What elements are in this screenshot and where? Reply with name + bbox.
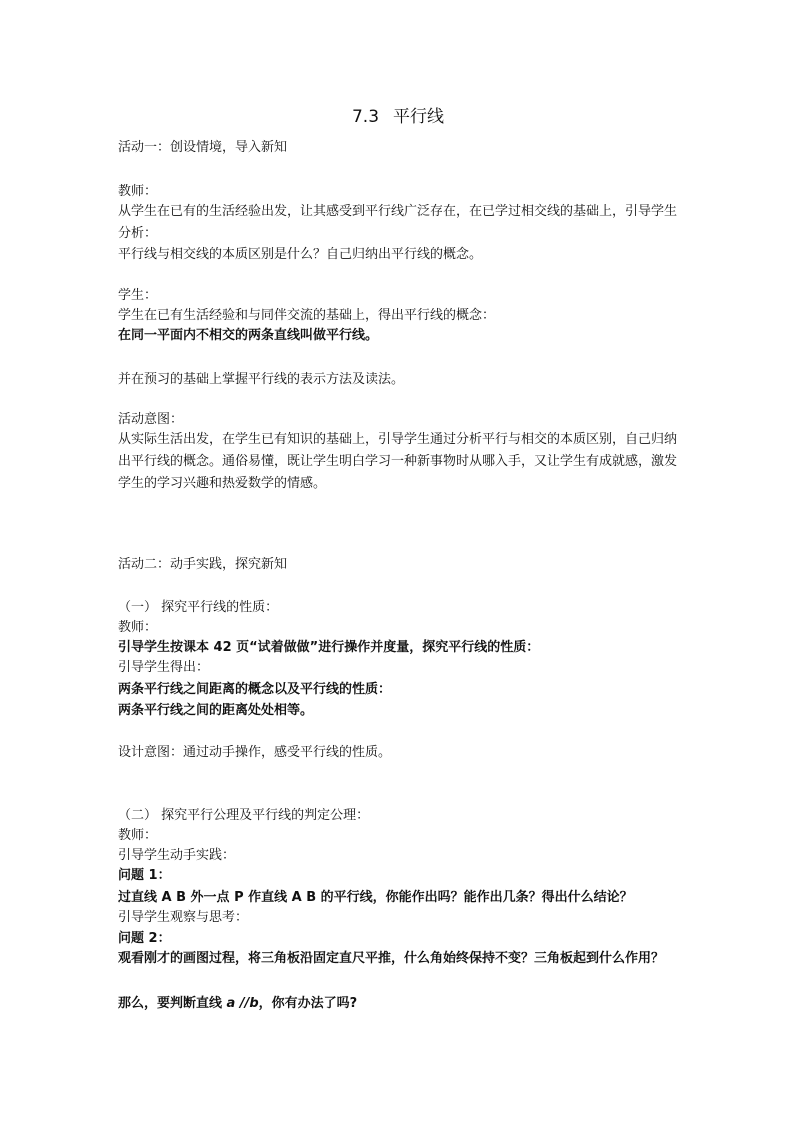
part-1-design-intent: 设计意图：通过动手操作，感受平行线的性质。 [118,745,392,760]
question-3-suffix: ，你有办法了吗? [258,996,358,1011]
question-3-prefix: 那么，要判断直线 [118,996,227,1011]
part-1-concept: 两条平行线之间距离的概念以及平行线的性质： [118,682,392,697]
teacher-label: 教师： [118,184,158,199]
part-2-guide: 引导学生动手实践： [118,848,236,863]
part-1-property: 两条平行线之间的距离处处相等。 [118,703,314,718]
question-2-text: 观看刚才的画图过程，将三角板沿固定直尺平推，什么角始终保持不变？三角板起到什么作用？ [118,951,665,966]
teacher-label: 教师： [118,620,158,635]
activity-2-heading: 活动二：动手实践，探究新知 [118,557,288,572]
part-1-heading: （一） 探究平行线的性质： [118,600,279,615]
parallel-definition: 在同一平面内不相交的两条直线叫做平行线。 [118,328,379,343]
part-1-instruction: 引导学生按课本 42 页“试着做做”进行操作并度量，探究平行线的性质： [118,640,540,655]
activity-1-intent: 从实际生活出发，在学生已有知识的基础上，引导学生通过分析平行与相交的本质区别，自己归纳出平行线的概念。通俗易懂，既让学生明白学习一种新事物时从哪入手，又让学生有成就感，激发学生的学习兴趣和热爱数学的情感。 [118,432,678,491]
activity-1-student-text-2: 并在预习的基础上掌握平行线的表示方法及读法。 [118,372,405,387]
question-3-math: a //b [226,996,259,1011]
activity-1-question: 平行线与相交线的本质区别是什么？自己归纳出平行线的概念。 [118,247,483,262]
question-3-text [118,994,678,1013]
question-1-text: 过直线 A B 外一点 P 作直线 A B 的平行线，你能作出吗？能作出几条？得出什么结论？ [118,890,633,905]
question-1-label: 问题 1： [118,868,171,883]
question-2-label: 问题 2： [118,931,171,946]
intent-label: 活动意图： [118,412,184,427]
part-2-guide-2: 引导学生观察与思考： [118,910,249,925]
activity-1-paragraph: 从学生在已有的生活经验出发，让其感受到平行线广泛存在，在已学过相交线的基础上，引导学生分析： [118,204,678,241]
student-label: 学生： [118,288,158,303]
title-text: 平行线 [393,107,445,127]
activity-1-heading: 活动一：创设情境，导入新知 [118,140,288,155]
teacher-label: 教师： [118,828,158,843]
part-2-heading: （二） 探究平行公理及平行线的判定公理： [118,808,370,823]
page-title [118,106,678,128]
activity-1-student-text: 学生在已有生活经验和与同伴交流的基础上，得出平行线的概念： [118,308,496,323]
part-1-guide: 引导学生得出： [118,660,210,675]
title-number: 7.3 [351,107,380,127]
